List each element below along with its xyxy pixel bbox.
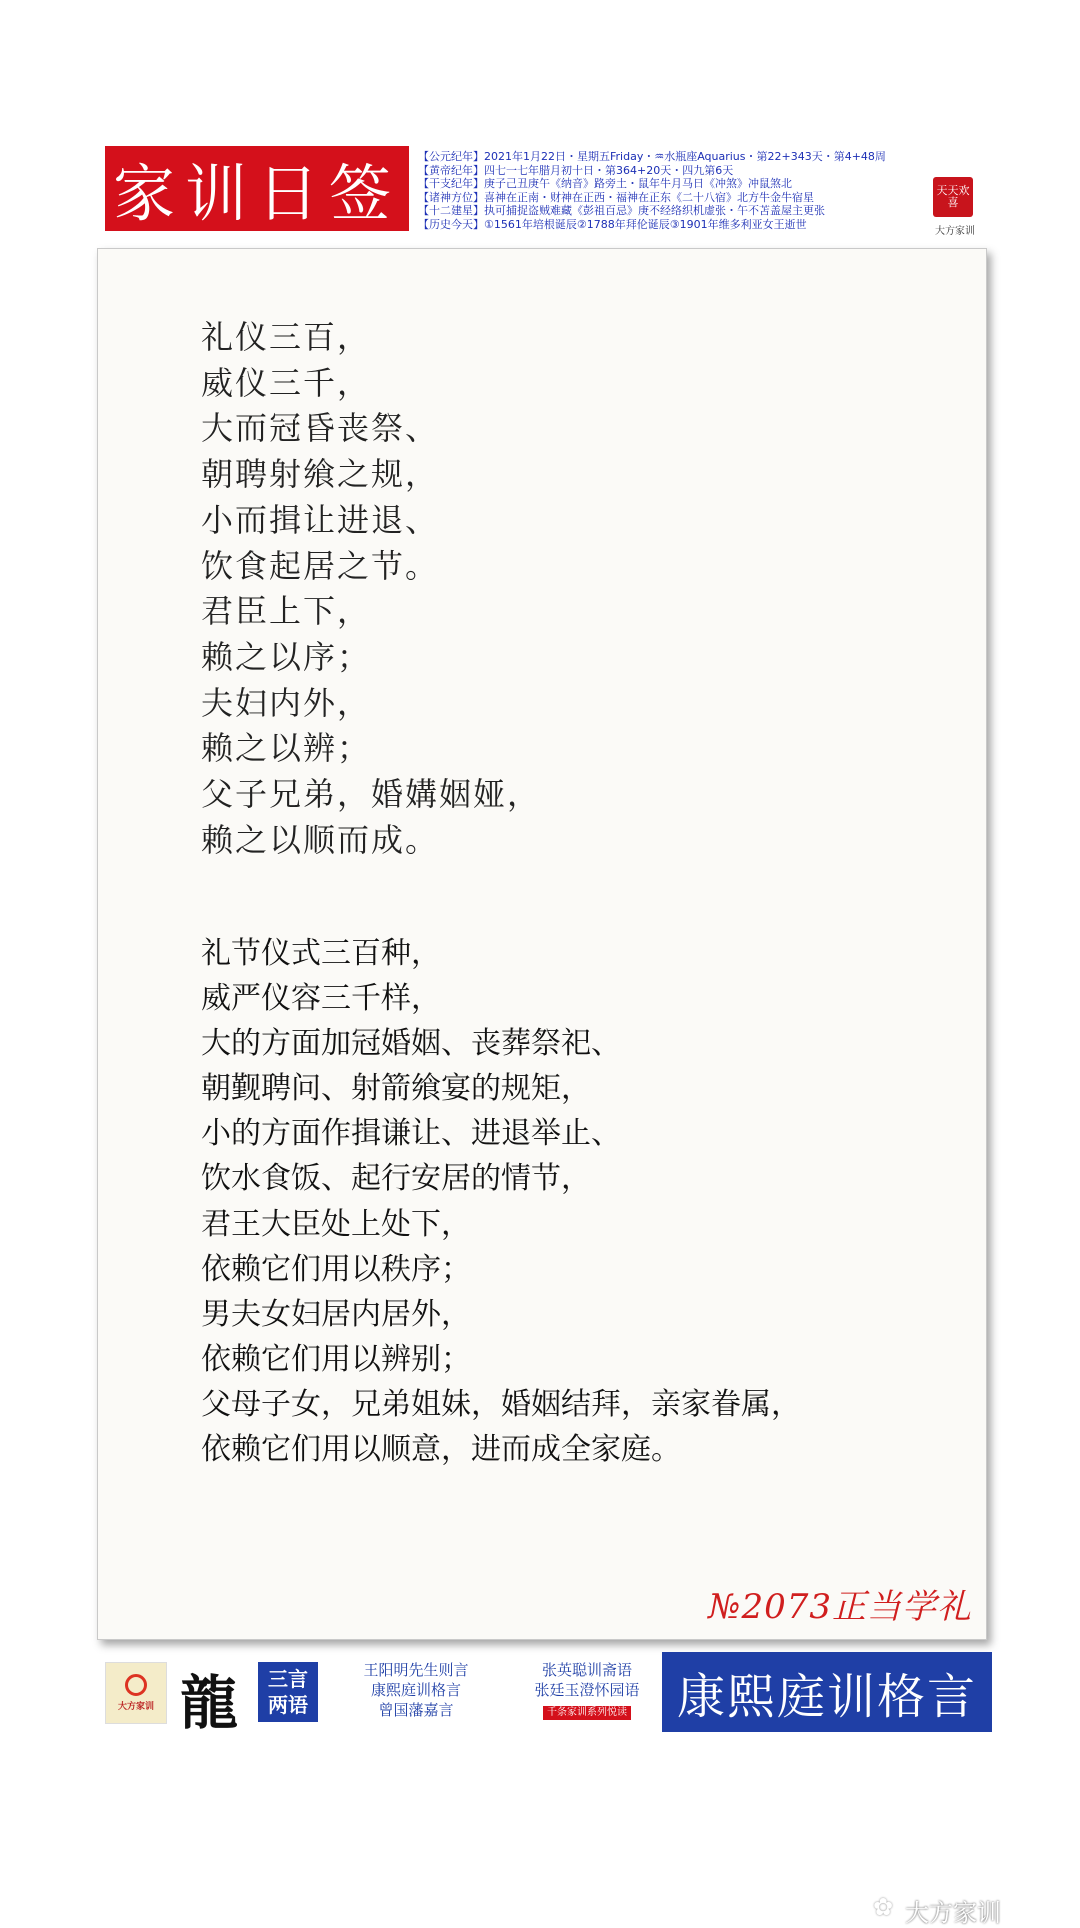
- classical-line: 朝聘射飨之规，: [201, 455, 440, 494]
- translation-line: 依赖它们用以秩序；: [201, 1251, 471, 1287]
- translation-line: 依赖它们用以辨别；: [201, 1341, 471, 1377]
- classical-line: 赖之以辨；: [201, 729, 372, 768]
- dragon-calligraphy-logo: 龍: [180, 1669, 239, 1737]
- translation-line: 饮水食饭、起行安居的情节，: [201, 1161, 591, 1197]
- translation-line: 大的方面加冠婚姻、丧葬祭祀、: [201, 1026, 621, 1062]
- red-seal-stamp: 天天欢喜: [933, 177, 973, 217]
- series-item: 张英聪训斋语: [541, 1661, 632, 1679]
- logo-ring-icon: [125, 1674, 147, 1696]
- almanac-line: 【历史今天】①1561年培根诞辰②1788年拜伦诞辰③1901年维多利亚女王逝世: [418, 217, 807, 231]
- translation-line: 朝觐聘问、射箭飨宴的规矩，: [201, 1071, 591, 1107]
- translation-line: 君王大臣处上处下，: [201, 1206, 471, 1242]
- seal-caption: 大方家训: [935, 226, 975, 237]
- sanyan-bottom: 两语: [268, 1693, 308, 1717]
- series-item: 曾国藩嘉言: [378, 1701, 454, 1719]
- translation-line: 威严仪容三千样，: [201, 981, 441, 1017]
- series-tag: 千条家训系列悦读: [543, 1706, 631, 1720]
- classical-line: 小而揖让进退、: [201, 500, 440, 539]
- translation-line: 礼节仪式三百种，: [201, 936, 441, 971]
- classical-line: 大而冠昏丧祭、: [201, 409, 440, 448]
- classical-line: 赖之以顺而成。: [201, 820, 440, 859]
- classical-line: 君臣上下，: [201, 592, 372, 631]
- almanac-line: 【干支纪年】庚子己丑庚午《纳音》路旁土・鼠年牛月马日《冲煞》冲鼠煞北: [418, 177, 792, 191]
- series-list-left: [346, 1660, 486, 1720]
- series-list-right: [528, 1660, 646, 1720]
- sanyan-liangyu-logo: [258, 1662, 318, 1722]
- wechat-icon: ✿: [873, 1893, 894, 1921]
- almanac-line: 【公元纪年】2021年1月22日・星期五Friday・♒水瓶座Aquarius・第22+343天・第4+48周: [418, 150, 886, 163]
- classical-text: [201, 315, 541, 863]
- sanyan-top: 三言: [268, 1667, 308, 1691]
- dafang-logo-text: 大方家训: [117, 1702, 154, 1712]
- watermark: 大方家训: [905, 1899, 1001, 1927]
- book-title: 康熙庭训格言: [676, 1668, 977, 1725]
- almanac-line: 【黄帝纪年】四七一七年腊月初十日・第364+20天・四九第6天: [418, 163, 734, 177]
- paper-sheet: [97, 248, 987, 1640]
- classical-line: 赖之以序；: [201, 637, 372, 676]
- book-title-banner: [662, 1652, 992, 1732]
- classical-line: 夫妇内外，: [201, 683, 372, 722]
- translation-line: 男夫女妇居内居外，: [201, 1296, 471, 1332]
- translation-line: 小的方面作揖谦让、进退举止、: [201, 1116, 621, 1152]
- series-item: 张廷玉澄怀园语: [534, 1681, 640, 1699]
- classical-line: 父子兄弟，婚媾姻娅，: [201, 775, 542, 814]
- translation-line: 父母子女，兄弟姐妹，婚姻结拜，亲家眷属，: [201, 1386, 801, 1422]
- series-item: 王阳明先生则言: [363, 1661, 469, 1679]
- dafang-logo: [105, 1662, 167, 1724]
- series-item: 康熙庭训格言: [370, 1681, 461, 1699]
- modern-translation: [201, 931, 801, 1472]
- almanac-info: [418, 150, 938, 232]
- classical-line: 礼仪三百，: [201, 318, 372, 356]
- almanac-line: 【十二建星】执可捕捉盗贼难藏《彭祖百忌》庚不经络织机虚张・午不苫盖屋主更张: [418, 204, 825, 218]
- classical-line: 饮食起居之节。: [201, 546, 440, 585]
- classical-line: 威仪三千，: [201, 363, 372, 402]
- translation-line: 依赖它们用以顺意，进而成全家庭。: [201, 1432, 681, 1468]
- almanac-line: 【诸神方位】喜神在正南・财神在正西・福神在正东《二十八宿》北方牛金牛宿星: [418, 190, 814, 204]
- issue-number-stamp: №2073正当学礼: [708, 1587, 972, 1627]
- page-title: 家训日签: [105, 146, 409, 231]
